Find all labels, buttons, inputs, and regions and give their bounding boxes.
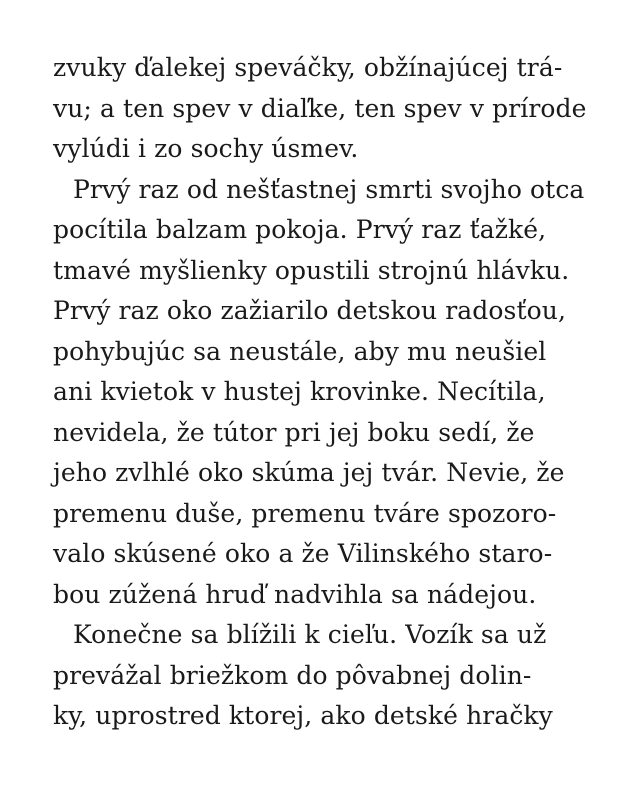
text-line: prevážal briežkom do pôvabnej dolin- [53, 660, 532, 690]
text-line: zvuky ďalekej speváčky, obžínajúcej trá- [53, 53, 563, 82]
text-line: vu; a ten spev v diaľke, ten spev v prírode [53, 93, 587, 123]
text-line: bou zúžená hruď nadvihla sa nádejou. [53, 579, 537, 609]
text-line: ani kvietok v hustej krovinke. Necítila, [53, 377, 546, 406]
paragraph-start-line: Konečne sa blížili k cieľu. Vozík sa už [73, 620, 547, 649]
text-line: premenu duše, premenu tváre spozoro- [53, 498, 557, 528]
text-line: valo skúsené oko a že Vilinského staro- [53, 539, 553, 568]
text-line: nevidela, že tútor pri jej boku sedí, že [53, 417, 535, 447]
text-line: jeho zvlhlé oko skúma jej tvár. Nevie, že [53, 458, 565, 487]
paragraph-start-line: Prvý raz od nešťastnej smrti svojho otca [73, 174, 585, 204]
text-line: Prvý raz oko zažiarilo detskou radosťou, [53, 296, 567, 325]
text-line: tmavé myšlienky opustili strojnú hlávku. [53, 255, 570, 285]
text-line: ky, uprostred ktorej, ako detské hračky [53, 701, 553, 730]
text-line: vylúdi i zo sochy úsmev. [53, 134, 359, 163]
body-text [53, 48, 593, 737]
text-line: pocítila balzam pokoja. Prvý raz ťažké, [53, 215, 547, 244]
text-line: pohybujúc sa neustále, aby mu neušiel [53, 336, 547, 366]
